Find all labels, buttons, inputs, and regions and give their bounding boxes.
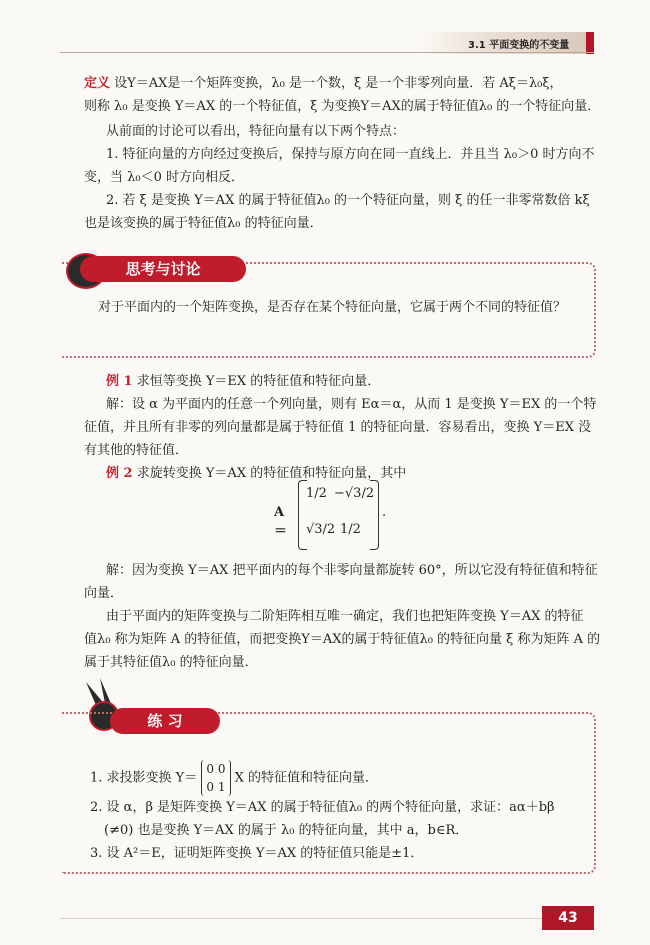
matrix-m22: 1/2 bbox=[340, 522, 361, 537]
projection-row1: 0 0 bbox=[206, 762, 226, 776]
example1-sol3: 有其他的特征值． bbox=[84, 443, 189, 458]
point1-line1: 1. 特征向量的方向经过变换后，保持与原方向在同一直线上．并且当 λ₀＞0 时方向不 bbox=[106, 147, 595, 162]
exercise-q1-pre: 1. 求投影变换 Y＝ bbox=[90, 770, 198, 786]
matrix-right-bracket bbox=[370, 480, 379, 550]
definition-line2: 则称 λ₀ 是变换 Y＝AX 的一个特征值，ξ 为变换Y＝AX的属于特征值λ₀ 的一个特征向量． bbox=[84, 99, 601, 114]
exercise-title: 练 习 bbox=[110, 708, 220, 734]
section-title: 3.1 平面变换的不变量 bbox=[468, 40, 570, 51]
example2-sol1: 解：因为变换 Y＝AX 把平面内的每个非零向量都旋转 60°，所以它没有特征值和特征 bbox=[106, 563, 598, 578]
closing-line2: 值λ₀ 称为矩阵 A 的特征值，而把变换Y＝AX的属于特征值λ₀ 的特征向量 ξ 称为矩阵 A 的 bbox=[84, 632, 601, 647]
example2-title: 求旋转变换 Y＝AX 的特征值和特征向量，其中 bbox=[136, 466, 407, 481]
matrix-label: A＝ bbox=[274, 505, 288, 539]
projection-row2: 0 1 bbox=[206, 780, 226, 794]
matrix-end: . bbox=[382, 505, 387, 520]
exercise-q1-post: X 的特征值和特征向量． bbox=[234, 770, 379, 786]
definition-line1 bbox=[84, 72, 563, 95]
think-title: 思考与讨论 bbox=[80, 256, 246, 282]
exercise-q3: 3. 设 A²＝E，证明矩阵变换 Y＝AX 的特征值只能是±1． bbox=[90, 846, 424, 861]
exercise-q1 bbox=[90, 760, 378, 796]
example1-title: 求恒等变换 Y＝EX 的特征值和特征向量． bbox=[136, 374, 381, 389]
example1-title-line bbox=[106, 370, 380, 393]
closing-line1: 由于平面内的矩阵变换与二阶矩阵相互唯一确定，我们也把矩阵变换 Y＝AX 的特征 bbox=[106, 609, 584, 624]
intro-text: 从前面的讨论可以看出，特征向量有以下两个特点： bbox=[106, 124, 406, 139]
projection-matrix bbox=[201, 760, 230, 796]
point1-line2: 变，当 λ₀＜0 时方向相反． bbox=[84, 170, 244, 185]
definition-label: 定义 bbox=[84, 76, 111, 91]
page-number: 43 bbox=[542, 906, 594, 930]
matrix-m21: √3/2 bbox=[306, 522, 336, 537]
footer-rule bbox=[60, 918, 542, 919]
closing-line3: 属于其特征值λ₀ 的特征向量． bbox=[84, 655, 258, 670]
header-rule bbox=[60, 52, 594, 53]
exercise-q2-line2: (≠0) 也是变换 Y＝AX 的属于 λ₀ 的特征向量，其中 a，b∈R． bbox=[104, 823, 469, 838]
think-text: 对于平面内的一个矩阵变换，是否存在某个特征向量，它属于两个不同的特征值？ bbox=[98, 300, 567, 315]
example2-title-line bbox=[106, 462, 406, 485]
matrix-m11: 1/2 bbox=[306, 486, 327, 501]
example2-sol2: 向量． bbox=[84, 586, 124, 601]
example1-sol1: 解：设 α 为平面内的任意一个列向量，则有 Eα＝α，从而 1 是变换 Y＝EX 的一个特 bbox=[106, 397, 597, 412]
example2-label: 例 2 bbox=[106, 466, 133, 481]
matrix-m12: −√3/2 bbox=[334, 486, 375, 501]
example1-label: 例 1 bbox=[106, 374, 133, 389]
point2-line1: 2. 若 ξ 是变换 Y＝AX 的属于特征值λ₀ 的一个特征向量，则 ξ 的任一非零常数倍 kξ bbox=[106, 193, 590, 208]
example1-sol2: 征值，并且所有非零的列向量都是属于特征值 1 的特征向量．容易看出，变换 Y＝EX 没 bbox=[84, 420, 592, 435]
exercise-q2-line1: 2. 设 α，β 是矩阵变换 Y＝AX 的属于特征值λ₀ 的两个特征向量，求证：aα＋bβ bbox=[90, 800, 555, 815]
header-marker bbox=[586, 32, 594, 54]
point2-line2: 也是该变换的属于特征值λ₀ 的特征向量． bbox=[84, 216, 323, 231]
definition-text1: 设Y＝AX是一个矩阵变换，λ₀ 是一个数，ξ 是一个非零列向量．若 Aξ＝λ₀ξ， bbox=[114, 76, 563, 91]
